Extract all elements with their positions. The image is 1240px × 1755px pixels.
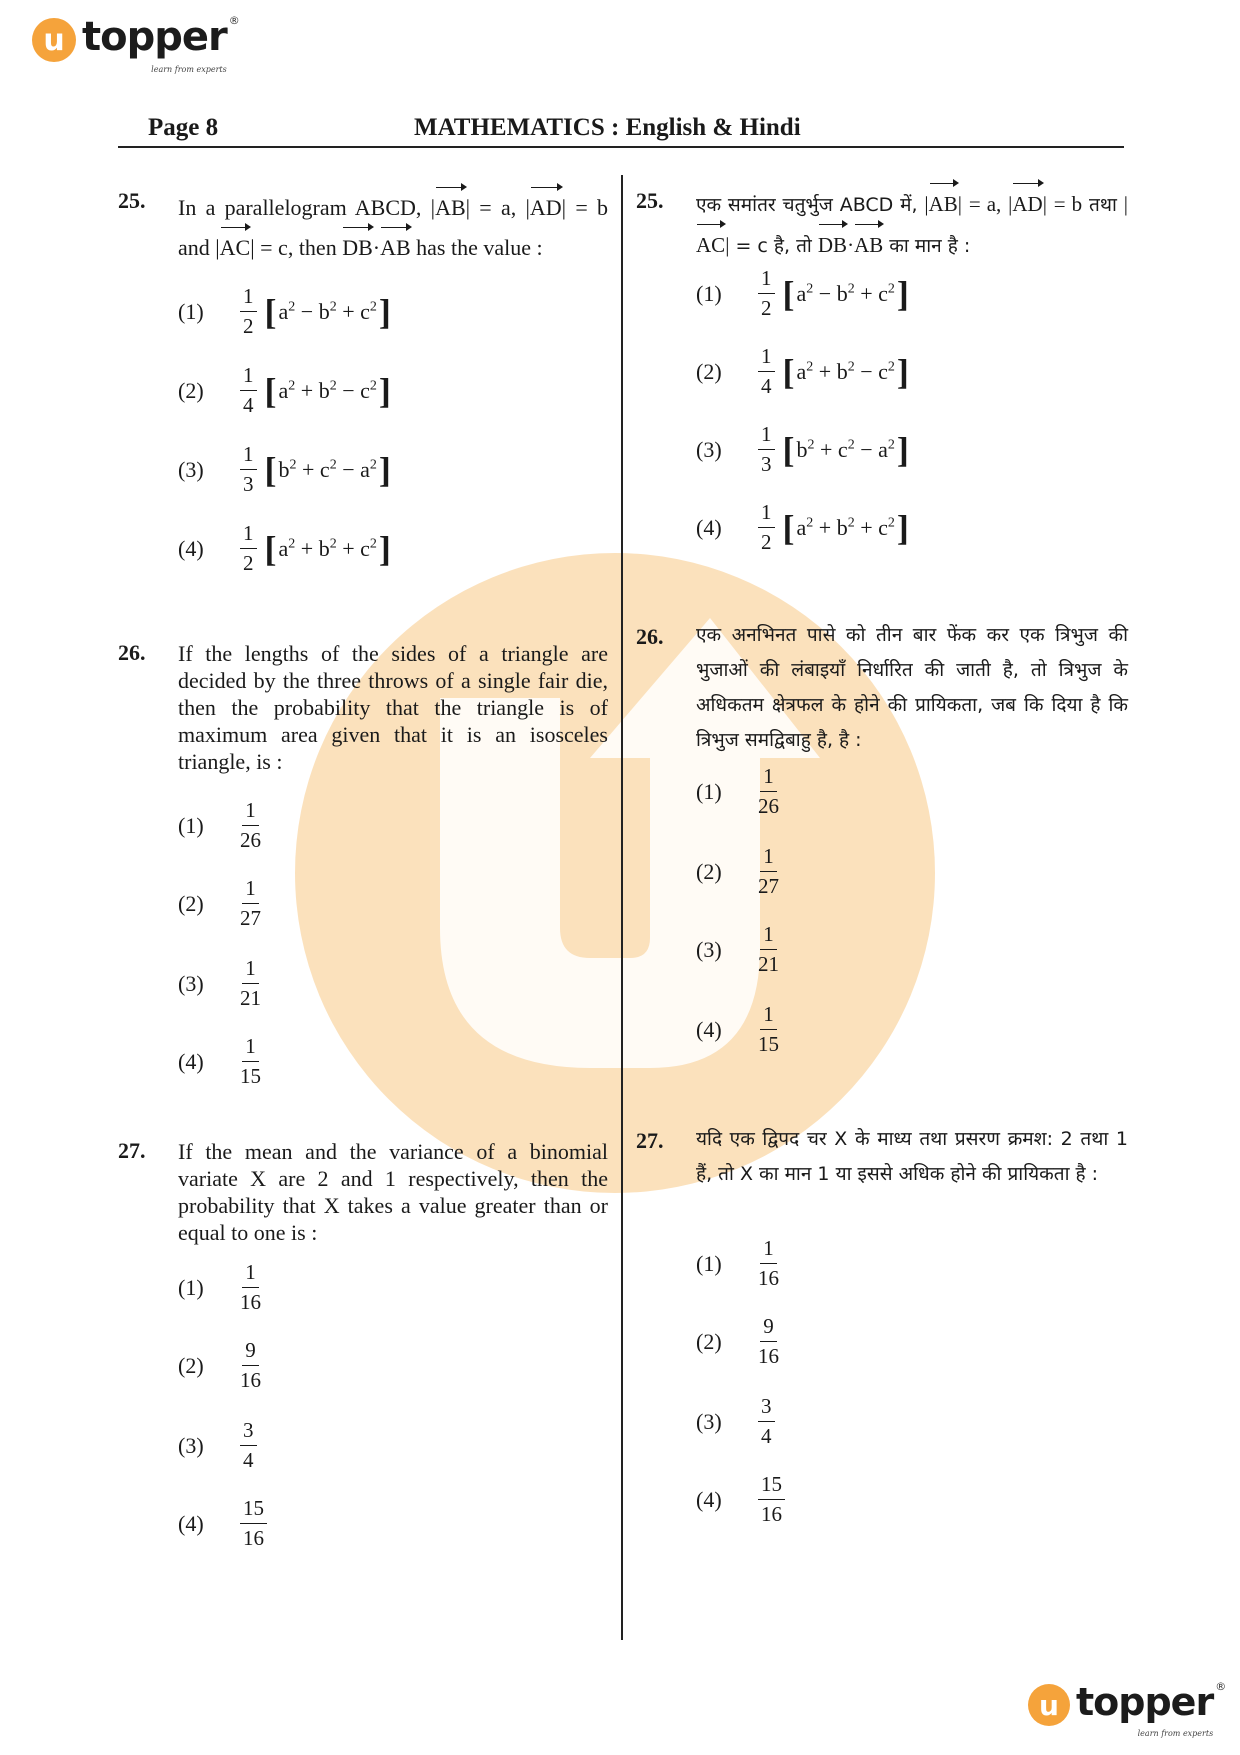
fraction: $\frac{1}{3}$ bbox=[758, 424, 775, 475]
question-number: 26. bbox=[636, 624, 664, 649]
option-3[interactable]: (3) $\frac{1}{3}$ [ $b^2 + c^2 - a^2$ ] bbox=[178, 442, 391, 496]
option-1[interactable]: (1) $\frac{1}{16}$ bbox=[178, 1260, 261, 1314]
vector-db: DB bbox=[818, 225, 847, 265]
fraction: $\frac{9}{16}$ bbox=[240, 1338, 261, 1392]
fraction: $\frac{1}{2}$ bbox=[240, 286, 257, 337]
question-number: 26. bbox=[118, 640, 146, 665]
column-divider bbox=[621, 175, 623, 1640]
option-4[interactable]: (4) $\frac{1}{15}$ bbox=[696, 1002, 779, 1056]
page-number: Page 8 bbox=[148, 114, 219, 141]
question-text: एक समांतर चतुर्भुज ABCD में, |AB| = a, |AD| = b तथा |AC| = c है, तो DB·AB का मान है : bbox=[696, 184, 1128, 266]
vector-ab: AB bbox=[854, 225, 883, 265]
fraction: $\frac{1}{27}$ bbox=[240, 876, 261, 930]
registered-mark: ® bbox=[1215, 1680, 1227, 1693]
option-4[interactable]: (4) $\frac{1}{2}$ [ $a^2 + b^2 + c^2$ ] bbox=[178, 521, 391, 575]
option-4[interactable]: (4) $\frac{1}{2}$ [ $a^2 + b^2 + c^2$ ] bbox=[696, 500, 909, 554]
fraction: $\frac{1}{2}$ bbox=[758, 502, 775, 553]
brand-name: topper bbox=[82, 14, 227, 60]
question-number: 25. bbox=[118, 188, 146, 213]
fraction: $\frac{1}{15}$ bbox=[758, 1002, 779, 1056]
question-text: If the lengths of the sides of a triangle are decided by the three throws of a single fair die, then the probability that the triangle is of maximum area given that it is an isosceles triangle, is : bbox=[178, 641, 608, 774]
option-2[interactable]: (2) $\frac{1}{27}$ bbox=[696, 844, 779, 898]
fraction: $\frac{1}{21}$ bbox=[240, 956, 261, 1010]
brand-logo-bottom bbox=[1028, 1680, 1227, 1738]
question-number: 25. bbox=[636, 188, 664, 213]
option-1[interactable]: (1) $\frac{1}{26}$ bbox=[178, 798, 261, 852]
option-2[interactable]: (2) $\frac{1}{27}$ bbox=[178, 876, 261, 930]
fraction: $\frac{1}{16}$ bbox=[240, 1260, 261, 1314]
brand-tagline: learn from experts bbox=[151, 65, 227, 74]
registered-mark: ® bbox=[228, 14, 240, 27]
option-1[interactable]: (1) $\frac{1}{26}$ bbox=[696, 764, 779, 818]
option-1[interactable]: (1) $\frac{1}{2}$ [ $a^2 - b^2 + c^2$ ] bbox=[696, 266, 909, 320]
vector-ab: AB bbox=[380, 228, 411, 268]
vector-ab: AB bbox=[929, 184, 958, 224]
question-text: यदि एक द्विपद चर X के माध्य तथा प्रसरण क्रमश: 2 तथा 1 हैं, तो X का मान 1 या इससे अधिक होने की प्रायिकता है : bbox=[696, 1128, 1128, 1185]
option-3[interactable]: (3) $\frac{3}{4}$ bbox=[178, 1420, 265, 1471]
fraction: $\frac{15}{16}$ bbox=[758, 1474, 785, 1525]
brand-logo-top bbox=[32, 14, 240, 74]
fraction: $\frac{1}{2}$ bbox=[240, 523, 257, 574]
option-2[interactable]: (2) $\frac{9}{16}$ bbox=[178, 1338, 261, 1392]
question-text: If the mean and the variance of a binomial variate X are 2 and 1 respectively, then the probability that X takes a value greater than or equal to one is : bbox=[178, 1139, 608, 1245]
vector-ad: AD bbox=[1012, 184, 1042, 224]
page-title: MATHEMATICS : English & Hindi bbox=[414, 114, 801, 141]
fraction: $\frac{1}{21}$ bbox=[758, 922, 779, 976]
fraction: $\frac{15}{16}$ bbox=[240, 1498, 267, 1549]
vector-db: DB bbox=[342, 228, 373, 268]
fraction: $\frac{1}{16}$ bbox=[758, 1236, 779, 1290]
option-1[interactable]: (1) $\frac{1}{2}$ [ $a^2 - b^2 + c^2$ ] bbox=[178, 284, 391, 338]
option-4[interactable]: (4) $\frac{15}{16}$ bbox=[696, 1474, 793, 1525]
question-number: 27. bbox=[636, 1128, 664, 1153]
option-4[interactable]: (4) $\frac{15}{16}$ bbox=[178, 1498, 275, 1549]
fraction: $\frac{1}{27}$ bbox=[758, 844, 779, 898]
page-header bbox=[118, 110, 1124, 148]
fraction: $\frac{1}{15}$ bbox=[240, 1034, 261, 1088]
brand-name: topper bbox=[1076, 1680, 1214, 1724]
option-3[interactable]: (3) $\frac{1}{21}$ bbox=[696, 922, 779, 976]
brand-tagline: learn from experts bbox=[1137, 1729, 1214, 1738]
fraction: $\frac{1}{4}$ bbox=[240, 365, 257, 416]
option-2[interactable]: (2) $\frac{9}{16}$ bbox=[696, 1314, 779, 1368]
fraction: $\frac{9}{16}$ bbox=[758, 1314, 779, 1368]
option-3[interactable]: (3) $\frac{3}{4}$ bbox=[696, 1396, 783, 1447]
option-3[interactable]: (3) $\frac{1}{21}$ bbox=[178, 956, 261, 1010]
option-1[interactable]: (1) $\frac{1}{16}$ bbox=[696, 1236, 779, 1290]
u-logo-icon: u bbox=[1028, 1684, 1070, 1726]
vector-ad: AD bbox=[530, 188, 562, 228]
option-3[interactable]: (3) $\frac{1}{3}$ [ $b^2 + c^2 - a^2$ ] bbox=[696, 422, 909, 476]
question-text: In a parallelogram ABCD, |AB| = a, |AD| = b and |AC| = c, then DB·AB has the value : bbox=[178, 188, 608, 268]
question-text: एक अनभिनत पासे को तीन बार फेंक कर एक त्रिभुज की भुजाओं की लंबाइयाँ निर्धारित की जाती है, तो त्रिभुज के अधिकतम क्षेत्रफल के होने की प्रायिकता, जब कि दिया है कि त्रिभुज समद्विबाहु है, है : bbox=[696, 624, 1128, 751]
fraction: $\frac{1}{2}$ bbox=[758, 268, 775, 319]
option-4[interactable]: (4) $\frac{1}{15}$ bbox=[178, 1034, 261, 1088]
vector-ac: AC bbox=[220, 228, 251, 268]
fraction: $\frac{1}{3}$ bbox=[240, 444, 257, 495]
fraction: $\frac{3}{4}$ bbox=[758, 1396, 775, 1447]
u-logo-icon: u bbox=[32, 18, 76, 62]
fraction: $\frac{1}{4}$ bbox=[758, 346, 775, 397]
question-number: 27. bbox=[118, 1138, 146, 1163]
option-2[interactable]: (2) $\frac{1}{4}$ [ $a^2 + b^2 - c^2$ ] bbox=[178, 363, 391, 417]
fraction: $\frac{3}{4}$ bbox=[240, 1420, 257, 1471]
vector-ac: AC bbox=[696, 225, 725, 265]
fraction: $\frac{1}{26}$ bbox=[240, 798, 261, 852]
vector-ab: AB bbox=[435, 188, 466, 228]
option-2[interactable]: (2) $\frac{1}{4}$ [ $a^2 + b^2 - c^2$ ] bbox=[696, 344, 909, 398]
fraction: $\frac{1}{26}$ bbox=[758, 764, 779, 818]
